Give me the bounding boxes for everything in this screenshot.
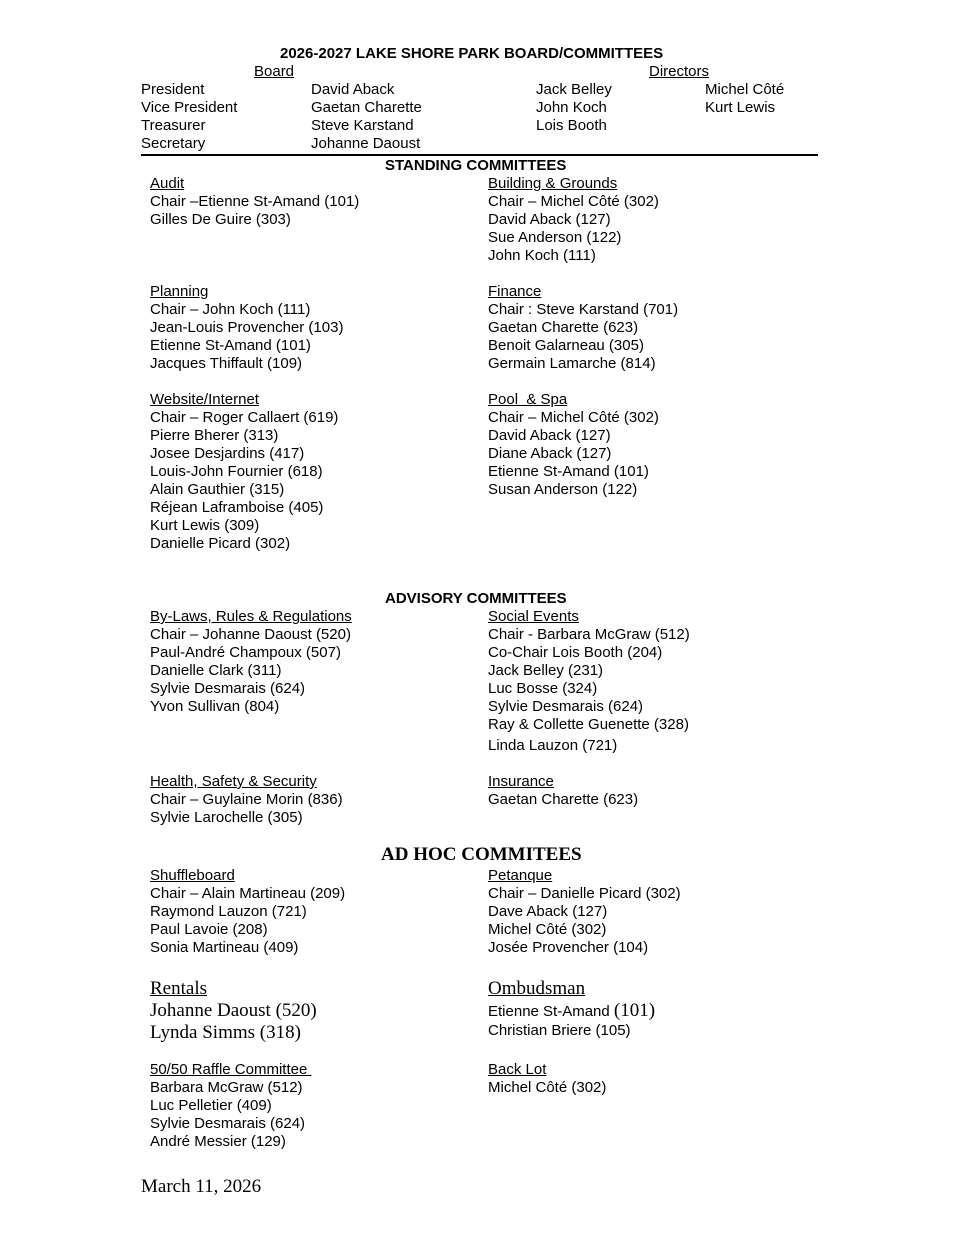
member: Barbara McGraw (512) — [150, 1079, 303, 1096]
role-vice-president: Vice President — [141, 99, 238, 116]
committee-title: Petanque — [488, 867, 553, 884]
member: Paul-André Champoux (507) — [150, 644, 341, 661]
member: Gilles De Guire (303) — [150, 211, 291, 228]
committee-audit — [150, 175, 359, 229]
member: Chair – Roger Callaert (619) — [150, 409, 339, 426]
member: Chair – Alain Martineau (209) — [150, 885, 346, 902]
member-unit: (101) — [613, 1000, 656, 1021]
member: Réjean Laframboise (405) — [150, 499, 324, 516]
committee-ombudsman — [488, 978, 655, 1040]
member: Germain Lamarche (814) — [488, 355, 656, 372]
member: Christian Briere (105) — [488, 1022, 631, 1039]
committee-title: Pool & Spa — [488, 391, 568, 408]
committee-title: Back Lot — [488, 1061, 547, 1078]
member: Chair –Etienne St-Amand (101) — [150, 193, 360, 210]
committee-website — [150, 391, 338, 553]
role-president: President — [141, 81, 205, 98]
board-name: David Aback — [311, 81, 395, 98]
committee-title: Building & Grounds — [488, 175, 618, 192]
committee-pool — [488, 391, 659, 499]
member: Ray & Collette Guenette (328) — [488, 716, 689, 733]
committee-title: Social Events — [488, 608, 579, 625]
member: David Aback (127) — [488, 427, 611, 444]
director-name: John Koch — [536, 99, 607, 116]
adhoc-heading: AD HOC COMMITEES — [381, 844, 582, 865]
member — [488, 1000, 655, 1022]
committee-title: Shuffleboard — [150, 867, 235, 884]
member: Johanne Daoust (520) — [150, 1000, 317, 1021]
committee-health — [150, 773, 343, 827]
committee-rentals — [150, 978, 317, 1044]
member: Etienne St-Amand (101) — [150, 337, 311, 354]
member: Dave Aback (127) — [488, 903, 608, 920]
member: Jean-Louis Provencher (103) — [150, 319, 344, 336]
board-name: Gaetan Charette — [311, 99, 422, 116]
page-title: 2026-2027 LAKE SHORE PARK BOARD/COMMITTEES — [280, 45, 664, 62]
member: Josée Provencher (104) — [488, 939, 649, 956]
committee-building — [488, 175, 659, 265]
member: Chair - Barbara McGraw (512) — [488, 626, 690, 643]
member: Danielle Picard (302) — [150, 535, 291, 552]
standing-heading: STANDING COMMITTEES — [385, 157, 567, 174]
committee-finance — [488, 283, 678, 373]
member: Diane Aback (127) — [488, 445, 612, 462]
committee-planning — [150, 283, 343, 373]
member: Sylvie Larochelle (305) — [150, 809, 303, 826]
member: Danielle Clark (311) — [150, 662, 282, 679]
member: Chair – John Koch (111) — [150, 301, 311, 318]
member: Pierre Bherer (313) — [150, 427, 279, 444]
committee-title: Audit — [150, 175, 185, 192]
directors-col2 — [705, 81, 784, 117]
committee-shuffleboard — [150, 867, 345, 957]
committee-backlot — [488, 1061, 606, 1097]
committee-title: Rentals — [150, 978, 207, 999]
member: Sylvie Desmarais (624) — [488, 698, 644, 715]
member: Chair – Danielle Picard (302) — [488, 885, 681, 902]
committee-title: Insurance — [488, 773, 554, 790]
member: Susan Anderson (122) — [488, 481, 638, 498]
director-name: Lois Booth — [536, 117, 607, 134]
member: John Koch (111) — [488, 247, 596, 264]
member-name: Etienne St-Amand — [488, 1003, 614, 1020]
member: Sonia Martineau (409) — [150, 939, 299, 956]
member: Louis-John Fournier (618) — [150, 463, 323, 480]
role-secretary: Secretary — [141, 135, 206, 152]
member: David Aback (127) — [488, 211, 611, 228]
board-name: Steve Karstand — [311, 117, 414, 134]
member: Chair – Michel Côté (302) — [488, 193, 659, 210]
director-name: Jack Belley — [536, 81, 612, 98]
member: Gaetan Charette (623) — [488, 319, 639, 336]
member: Paul Lavoie (208) — [150, 921, 268, 938]
member: Sylvie Desmarais (624) — [150, 1115, 306, 1132]
advisory-heading: ADVISORY COMMITTEES — [385, 590, 567, 607]
member: Yvon Sullivan (804) — [150, 698, 280, 715]
member: Michel Côté (302) — [488, 921, 607, 938]
member: Luc Pelletier (409) — [150, 1097, 272, 1114]
member: Raymond Lauzon (721) — [150, 903, 307, 920]
directors-label: Directors — [649, 63, 710, 80]
committee-title: Ombudsman — [488, 978, 586, 999]
committee-social — [488, 608, 690, 734]
board-name: Johanne Daoust — [311, 135, 421, 152]
member: Sylvie Desmarais (624) — [150, 680, 306, 697]
committee-title: Health, Safety & Security — [150, 773, 317, 790]
board-roles — [141, 81, 237, 153]
committee-title: Planning — [150, 283, 209, 300]
header-divider — [141, 154, 818, 156]
member: Linda Lauzon (721) — [488, 737, 618, 754]
director-name: Michel Côté — [705, 81, 785, 98]
member: Sue Anderson (122) — [488, 229, 622, 246]
role-treasurer: Treasurer — [141, 117, 206, 134]
member: Michel Côté (302) — [488, 1079, 607, 1096]
member: Jack Belley (231) — [488, 662, 604, 679]
member: Benoit Galarneau (305) — [488, 337, 644, 354]
board-names — [311, 81, 422, 153]
member: Chair – Michel Côté (302) — [488, 409, 659, 426]
member: Gaetan Charette (623) — [488, 791, 639, 808]
member: Kurt Lewis (309) — [150, 517, 260, 534]
committee-bylaws — [150, 608, 352, 716]
member: Luc Bosse (324) — [488, 680, 598, 697]
directors-col1 — [536, 81, 612, 135]
committee-raffle — [150, 1061, 311, 1151]
committee-title: Website/Internet — [150, 391, 259, 408]
committee-petanque — [488, 867, 681, 957]
member: Lynda Simms (318) — [150, 1022, 301, 1043]
member: Josee Desjardins (417) — [150, 445, 305, 462]
member: Alain Gauthier (315) — [150, 481, 285, 498]
committee-title: By-Laws, Rules & Regulations — [150, 608, 352, 625]
director-name: Kurt Lewis — [705, 99, 776, 116]
committee-title: 50/50 Raffle Committee — [150, 1061, 312, 1078]
committee-insurance — [488, 773, 638, 809]
committee-title: Finance — [488, 283, 542, 300]
member: Jacques Thiffault (109) — [150, 355, 303, 372]
member: André Messier (129) — [150, 1133, 286, 1150]
footer-date: March 11, 2026 — [141, 1176, 262, 1197]
member: Chair – Guylaine Morin (836) — [150, 791, 343, 808]
member: Co-Chair Lois Booth (204) — [488, 644, 663, 661]
board-label: Board — [254, 63, 295, 80]
member: Chair – Johanne Daoust (520) — [150, 626, 351, 643]
member: Etienne St-Amand (101) — [488, 463, 649, 480]
member: Chair : Steve Karstand (701) — [488, 301, 679, 318]
